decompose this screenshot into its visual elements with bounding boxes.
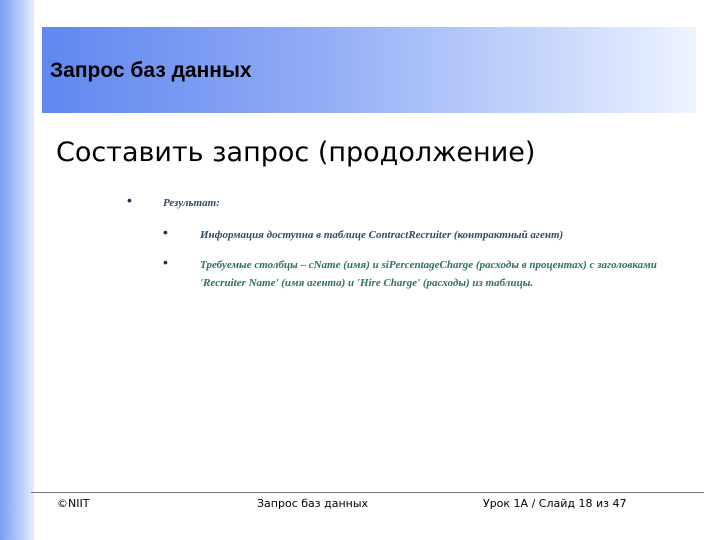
footer-course-title: Запрос баз данных <box>257 497 369 510</box>
footer-slide-number: Урок 1А / Слайд 18 из 47 <box>483 497 627 510</box>
slide-title: Составить запрос (продолжение) <box>56 137 536 168</box>
bullet-text: Информация доступна в таблице ContractRecruiter (контрактный агент) <box>200 229 564 241</box>
footer-divider <box>31 492 704 493</box>
bullet-icon: • <box>163 224 168 240</box>
bullet-icon: • <box>163 254 168 270</box>
bullet-text: Результат: <box>163 197 220 209</box>
bullet-text: Требуемые столбцы – cName (имя) и siPercentageCharge (расходы в процентах) с заголовками 'Recruiter Name' (имя агента) и 'Hire Charge' (расходы) из таблицы. <box>200 259 657 289</box>
bullet-item-info <box>125 225 665 243</box>
bullet-item-result <box>125 193 665 211</box>
footer-copyright: ©NIIT <box>57 497 90 510</box>
left-decorative-bar <box>0 0 34 540</box>
bullet-icon: • <box>127 192 132 208</box>
bullet-list <box>125 193 665 303</box>
bullet-item-columns <box>125 255 665 291</box>
header-title: Запрос баз данных <box>50 59 252 82</box>
